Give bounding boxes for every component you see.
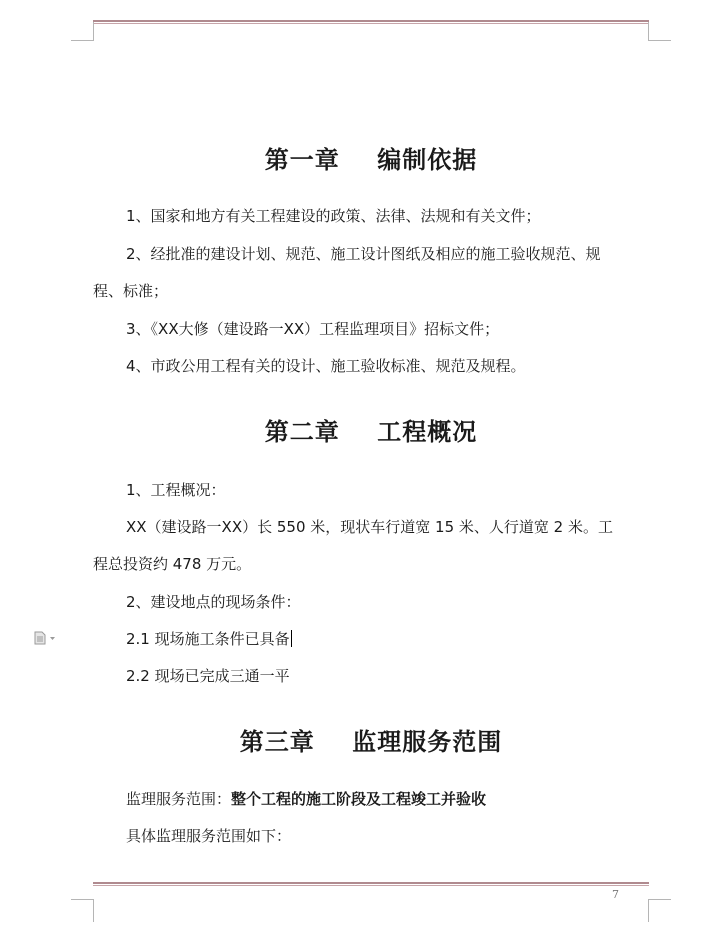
document-options-icon[interactable] [33, 631, 57, 645]
text-cursor [291, 630, 292, 647]
crop-mark-bottom-left [71, 899, 94, 922]
ch3-scope-line[interactable] [126, 789, 486, 809]
ch2-sub-1-line[interactable] [126, 629, 292, 649]
crop-mark-top-left [71, 22, 94, 41]
ch3-scope-detail[interactable]: 具体监理服务范围如下： [126, 827, 292, 845]
footer-rule [93, 882, 649, 887]
page-number: 7 [612, 888, 619, 901]
ch2-desc-line-2[interactable]: 程总投资约 478 万元。 [93, 555, 252, 573]
ch2-sub-1[interactable]: 2.1 现场施工条件已具备 [126, 630, 290, 648]
ch1-item-1[interactable]: 1、国家和地方有关工程建设的政策、法律、法规和有关文件； [126, 207, 541, 225]
ch2-item-2[interactable]: 2、建设地点的现场条件： [126, 593, 301, 611]
chapter-1-heading[interactable]: 第一章 编制依据 [264, 146, 478, 174]
chapter-2-heading[interactable]: 第二章 工程概况 [264, 418, 478, 446]
ch1-item-2-line-2[interactable]: 程、标准； [93, 282, 169, 300]
chapter-3-heading[interactable]: 第三章 监理服务范围 [239, 728, 503, 756]
header-rule [93, 20, 649, 25]
ch1-item-4[interactable]: 4、市政公用工程有关的设计、施工验收标准、规范及规程。 [126, 357, 526, 375]
ch2-item-1[interactable]: 1、工程概况： [126, 481, 226, 499]
ch3-scope-value[interactable]: 整个工程的施工阶段及工程竣工并验收 [231, 790, 487, 808]
crop-mark-top-right [648, 22, 671, 41]
ch3-scope-label[interactable]: 监理服务范围： [126, 790, 232, 808]
ch2-desc-line-1[interactable]: XX（建设路一XX）长 550 米，现状车行道宽 15 米、人行道宽 2 米。工 [126, 518, 613, 536]
ch1-item-3[interactable]: 3、《XX大修（建设路一XX）工程监理项目》招标文件； [126, 320, 500, 338]
crop-mark-bottom-right [648, 899, 671, 922]
ch2-sub-2[interactable]: 2.2 现场已完成三通一平 [126, 667, 290, 685]
ch1-item-2-line-1[interactable]: 2、经批准的建设计划、规范、施工设计图纸及相应的施工验收规范、规 [126, 245, 601, 263]
